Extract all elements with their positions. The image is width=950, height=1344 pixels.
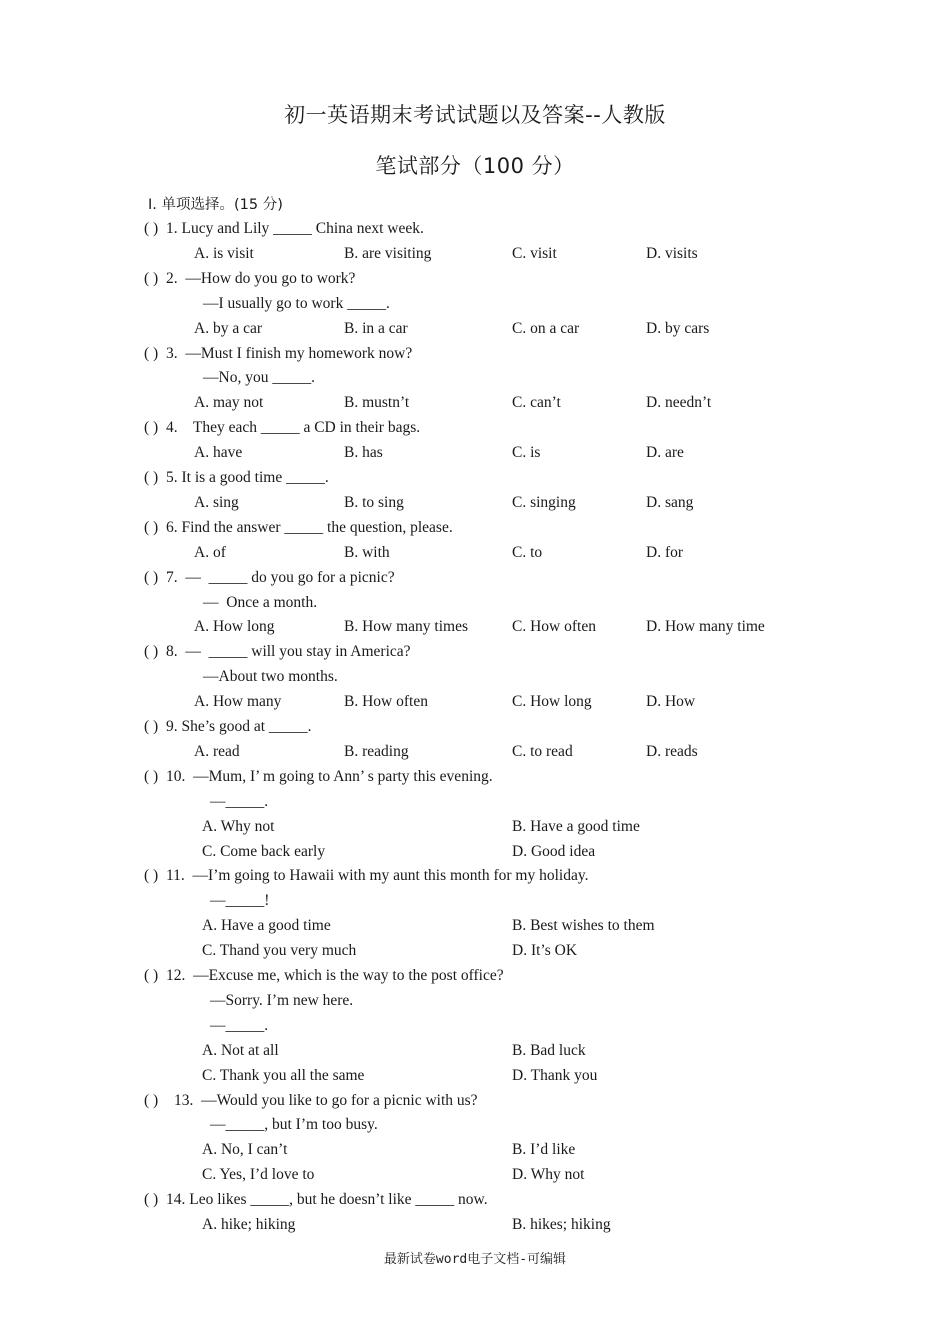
question-stem: 6. Find the answer _____ the question, please. [166, 518, 453, 536]
answer-paren: ( ) [144, 568, 159, 586]
question-dialogue-line: —No, you _____. [203, 369, 315, 387]
question-dialogue-line: —I usually go to work _____. [203, 294, 390, 312]
answer-option: C. Thank you all the same [202, 1066, 365, 1084]
answer-paren: ( ) [144, 220, 159, 237]
answer-paren: ( ) [144, 469, 159, 486]
answer-option: B. with [344, 543, 390, 561]
answer-paren: ( ) [144, 269, 159, 287]
answer-option: B. Best wishes to them [512, 917, 655, 935]
answer-option: B. reading [344, 742, 409, 760]
question-stem: 13. —Would you like to go for a picnic with us? [174, 1091, 478, 1109]
answer-option: C. How long [512, 693, 592, 711]
answer-option: D. Thank you [512, 1066, 598, 1084]
answer-option: A. of [194, 543, 226, 561]
question-stem: 2. —How do you go to work? [166, 269, 356, 287]
answer-option: A. Not at all [202, 1041, 279, 1059]
answer-option: C. on a car [512, 319, 580, 337]
answer-option: D. How many time [646, 618, 765, 636]
answer-option: B. has [344, 444, 383, 462]
answer-option: B. hikes; hiking [512, 1216, 611, 1233]
answer-option: C. singing [512, 493, 576, 511]
answer-option: D. Good idea [512, 842, 596, 860]
page-footer: 最新试卷word电子文档-可编辑 [383, 1252, 567, 1267]
question-stem: 5. It is a good time _____. [166, 469, 329, 486]
answer-paren: ( ) [144, 643, 159, 661]
answer-option: D. by cars [646, 319, 710, 337]
question-stem: 11. —I’m going to Hawaii with my aunt this month for my holiday. [166, 867, 589, 885]
answer-paren: ( ) [144, 718, 159, 735]
answer-option: A. by a car [194, 319, 262, 337]
question-dialogue-line: — Once a month. [203, 593, 318, 611]
answer-option: D. How [646, 693, 696, 711]
answer-option: C. How often [512, 618, 596, 636]
answer-option: A. have [194, 444, 243, 462]
answer-option: C. to [512, 543, 543, 561]
answer-option: D. reads [646, 742, 698, 760]
answer-paren: ( ) [144, 1191, 159, 1209]
answer-paren: ( ) [144, 419, 159, 437]
question-dialogue-line: —_____! [210, 892, 270, 910]
answer-option: C. is [512, 444, 541, 462]
answer-option: A. read [194, 742, 240, 760]
answer-option: A. hike; hiking [202, 1216, 296, 1233]
question-dialogue-line: —Sorry. I’m new here. [210, 991, 354, 1009]
answer-option: D. Why not [512, 1166, 585, 1184]
question-stem: 8. — _____ will you stay in America? [166, 643, 411, 661]
document-title: 初一英语期末考试试题以及答案--人教版 [284, 103, 666, 127]
answer-option: A. sing [194, 493, 239, 511]
answer-option: A. Have a good time [202, 917, 331, 935]
answer-option: A. is visit [194, 244, 254, 262]
answer-option: B. Bad luck [512, 1041, 586, 1059]
answer-option: C. Yes, I’d love to [202, 1166, 315, 1184]
answer-paren: ( ) [144, 767, 159, 785]
answer-option: D. It’s OK [512, 942, 578, 960]
answer-paren: ( ) [144, 967, 159, 984]
answer-option: B. to sing [344, 493, 404, 511]
answer-option: A. may not [194, 394, 264, 412]
document-subtitle: 笔试部分（100 分） [375, 154, 575, 178]
question-stem: 3. —Must I finish my homework now? [166, 344, 413, 362]
answer-option: C. to read [512, 742, 573, 760]
question-stem: 12. —Excuse me, which is the way to the post office? [166, 967, 504, 984]
answer-option: A. How long [194, 618, 275, 636]
question-stem: 10. —Mum, I’ m going to Ann’ s party this evening. [166, 767, 493, 785]
answer-option: D. are [646, 444, 684, 462]
answer-paren: ( ) [144, 867, 159, 885]
answer-option: C. can’t [512, 394, 561, 412]
question-stem: 7. — _____ do you go for a picnic? [166, 568, 395, 586]
question-dialogue-line: —About two months. [203, 668, 338, 686]
answer-option: B. How many times [344, 618, 468, 636]
answer-option: D. needn’t [646, 394, 712, 412]
answer-option: D. visits [646, 244, 698, 262]
answer-option: D. for [646, 543, 684, 561]
question-dialogue-line: —_____. [210, 1016, 269, 1034]
answer-option: C. visit [512, 244, 557, 262]
answer-option: C. Come back early [202, 842, 326, 860]
answer-option: B. How often [344, 693, 428, 711]
answer-option: B. in a car [344, 319, 408, 337]
answer-option: A. No, I can’t [202, 1141, 288, 1159]
question-dialogue-line: —_____, but I’m too busy. [210, 1116, 378, 1134]
question-stem: 14. Leo likes _____, but he doesn’t like _____ now. [166, 1191, 488, 1209]
answer-paren: ( ) [144, 1091, 159, 1109]
answer-option: A. How many [194, 693, 282, 711]
question-dialogue-line: —_____. [210, 792, 269, 810]
answer-option: D. sang [646, 493, 694, 511]
answer-option: B. I’d like [512, 1141, 576, 1159]
answer-option: B. are visiting [344, 244, 432, 262]
answer-option: B. Have a good time [512, 817, 640, 835]
question-stem: 1. Lucy and Lily _____ China next week. [166, 220, 424, 237]
question-stem: 4. They each _____ a CD in their bags. [166, 419, 421, 437]
answer-paren: ( ) [144, 518, 159, 536]
question-stem: 9. She’s good at _____. [166, 718, 312, 735]
answer-paren: ( ) [144, 344, 159, 362]
section-heading: Ⅰ. 单项选择。(15 分) [148, 197, 283, 213]
answer-option: C. Thand you very much [202, 942, 357, 960]
answer-option: B. mustn’t [344, 394, 410, 412]
answer-option: A. Why not [202, 817, 275, 835]
